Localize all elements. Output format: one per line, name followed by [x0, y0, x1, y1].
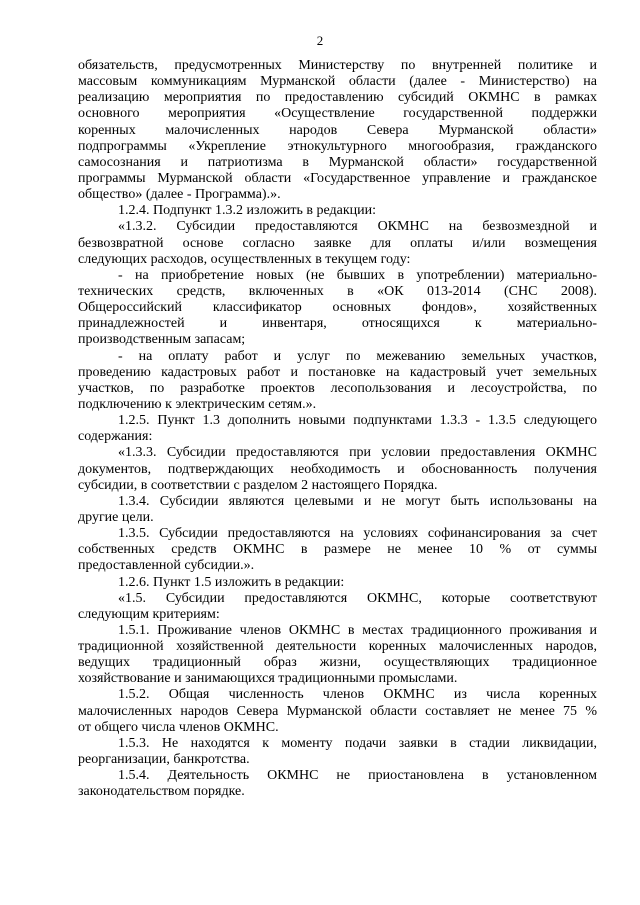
text-line: проведению кадастровых работ и постановке на кадастровый учет земельных	[78, 364, 597, 380]
text-line: реализацию мероприятия по предоставлению субсидий ОКМНС в рамках	[78, 90, 597, 106]
text-line: содержания:	[78, 429, 153, 445]
text-line: основного мероприятия «Осуществление государственной поддержки	[78, 106, 597, 122]
text-line: ведущих традиционный образ жизни, осуществляющих традиционное	[78, 655, 597, 671]
text-line: технических средств, включенных в «ОК 013-2014 (СНС 2008).	[78, 283, 597, 299]
text-line: реорганизации, банкротства.	[78, 752, 250, 768]
text-line: самосознания и патриотизма в Мурманской области» государственной	[78, 154, 597, 170]
text-line: «1.3.2. Субсидии предоставляются ОКМНС на безвозмездной и	[118, 219, 597, 235]
text-line: предоставленной субсидии.».	[78, 558, 255, 574]
text-line: - на оплату работ и услуг по межеванию земельных участков,	[118, 348, 597, 364]
text-line: обязательств, предусмотренных Министерству по внутренней политике и	[78, 58, 597, 73]
text-line: субсидии, в соответствии с разделом 2 настоящего Порядка.	[78, 477, 438, 493]
text-line: следующим критериям:	[78, 606, 220, 622]
text-line: безвозвратной основе согласно заявке для оплаты и/или возмещения	[78, 235, 597, 251]
page-number: 2	[316, 33, 324, 48]
text-line: общество» (далее - Программа).».	[78, 187, 281, 203]
text-line: 1.5.3. Не находятся к моменту подачи заявки в стадии ликвидации,	[118, 735, 597, 751]
text-line: принадлежностей и инвентаря, относящихся к материально-	[78, 316, 597, 332]
text-line: «1.3.3. Субсидии предоставляются при условии предоставления ОКМНС	[118, 445, 597, 461]
text-line: коренных малочисленных народов Севера Мурманской области»	[78, 122, 597, 138]
text-line: 1.2.4. Подпункт 1.3.2 изложить в редакции:	[118, 203, 377, 219]
text-line: массовым коммуникациям Мурманской области (далее - Министерство) на	[78, 74, 597, 90]
text-line: законодательством порядке.	[78, 784, 245, 800]
text-line: 1.5.4. Деятельность ОКМНС не приостановлена в установленном	[118, 768, 597, 784]
text-line: малочисленных народов Севера Мурманской области составляет не менее 75 %	[78, 703, 597, 719]
text-line: хозяйствование и занимающихся традиционными промыслами.	[78, 671, 458, 687]
text-line: «1.5. Субсидии предоставляются ОКМНС, которые соответствуют	[118, 590, 597, 606]
text-line: документов, подтверждающих необходимость и обоснованность получения	[78, 461, 597, 477]
text-line: 1.5.1. Проживание членов ОКМНС в местах традиционного проживания и	[118, 622, 597, 638]
text-line: традиционной хозяйственной деятельности коренных малочисленных народов,	[78, 639, 597, 655]
text-line: - на приобретение новых (не бывших в употреблении) материально-	[118, 267, 597, 283]
text-line: от общего числа членов ОКМНС.	[78, 719, 279, 735]
text-line: участков, по разработке проектов лесопользования и лесоустройства, по	[78, 380, 597, 396]
text-line: Общероссийский классификатор основных фондов», хозяйственных	[78, 300, 597, 316]
text-line: другие цели.	[78, 509, 154, 525]
text-line: подпрограммы «Укрепление этнокультурного многообразия, гражданского	[78, 138, 597, 154]
document-body	[78, 58, 597, 800]
text-line: 1.2.5. Пункт 1.3 дополнить новыми подпунктами 1.3.3 - 1.3.5 следующего	[118, 413, 597, 429]
text-line: собственных средств ОКМНС в размере не менее 10 % от суммы	[78, 542, 597, 558]
text-line: 1.5.2. Общая численность членов ОКМНС из числа коренных	[118, 687, 597, 703]
text-line: 1.3.5. Субсидии предоставляются на условиях софинансирования за счет	[118, 526, 597, 542]
text-line: подключению к электрическим сетям.».	[78, 396, 317, 412]
text-line: производственным запасам;	[78, 332, 246, 348]
text-line: 1.2.6. Пункт 1.5 изложить в редакции:	[118, 574, 345, 590]
text-line: 1.3.4. Субсидии являются целевыми и не могут быть использованы на	[118, 493, 597, 509]
text-line: программы Мурманской области «Государственное управление и гражданское	[78, 170, 597, 186]
text-line: следующих расходов, осуществленных в текущем году:	[78, 251, 411, 267]
